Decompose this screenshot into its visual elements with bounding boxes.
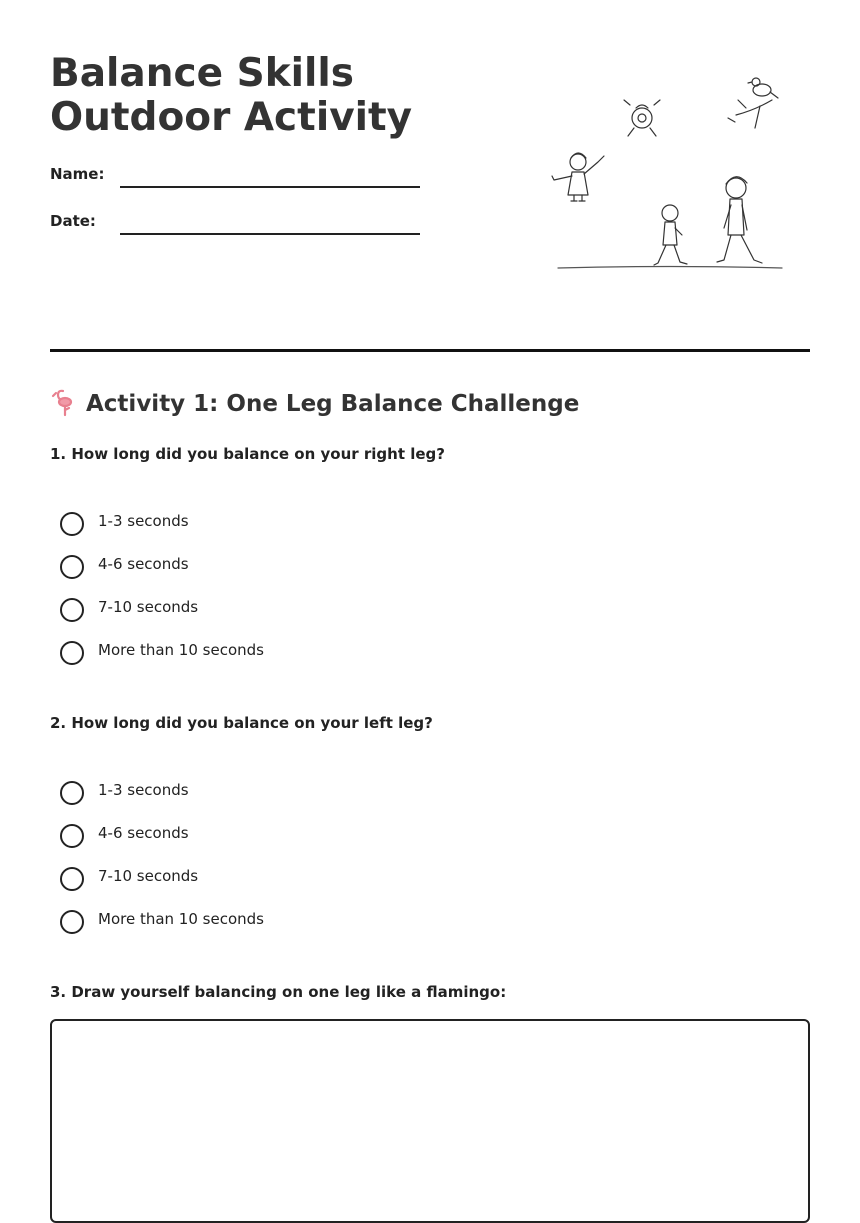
q1-option-4[interactable]	[60, 640, 460, 666]
radio-button[interactable]	[60, 641, 84, 665]
radio-button[interactable]	[60, 555, 84, 579]
q1-option-1[interactable]	[60, 511, 460, 537]
girl-figure	[552, 153, 604, 201]
radio-button[interactable]	[60, 824, 84, 848]
small-child-figure	[654, 205, 687, 265]
activity-heading-text: Activity 1: One Leg Balance Challenge	[86, 391, 580, 417]
flamingo-icon	[50, 387, 80, 417]
radio-button[interactable]	[60, 512, 84, 536]
name-label: Name:	[50, 165, 105, 183]
bird-figure	[728, 78, 778, 128]
option-label: 1-3 seconds	[98, 781, 189, 799]
q2-option-3[interactable]	[60, 866, 460, 892]
question-3: 3. Draw yourself balancing on one leg like a flamingo:	[50, 983, 507, 1001]
worksheet-title: Balance Skills Outdoor Activity	[50, 51, 413, 140]
option-label: More than 10 seconds	[98, 910, 264, 928]
question-2: 2. How long did you balance on your left leg?	[50, 714, 433, 732]
name-input-line[interactable]	[120, 186, 420, 188]
drawing-area[interactable]	[50, 1019, 810, 1223]
q1-option-2[interactable]	[60, 554, 460, 580]
activity-heading	[50, 387, 579, 417]
radio-button[interactable]	[60, 910, 84, 934]
q2-option-2[interactable]	[60, 823, 460, 849]
children-balancing-illustration	[550, 70, 790, 275]
option-label: 4-6 seconds	[98, 824, 189, 842]
question-1: 1. How long did you balance on your right leg?	[50, 445, 445, 463]
option-label: 4-6 seconds	[98, 555, 189, 573]
date-input-line[interactable]	[120, 233, 420, 235]
section-divider	[50, 349, 810, 352]
option-label: 7-10 seconds	[98, 867, 199, 885]
q2-option-4[interactable]	[60, 909, 460, 935]
q2-option-1[interactable]	[60, 780, 460, 806]
name-field	[50, 165, 430, 195]
radio-button[interactable]	[60, 598, 84, 622]
date-label: Date:	[50, 212, 96, 230]
option-label: More than 10 seconds	[98, 641, 264, 659]
radio-button[interactable]	[60, 781, 84, 805]
option-label: 1-3 seconds	[98, 512, 189, 530]
date-field	[50, 212, 430, 242]
older-boy-figure	[717, 177, 762, 263]
q1-option-3[interactable]	[60, 597, 460, 623]
option-label: 7-10 seconds	[98, 598, 199, 616]
monkey-figure	[624, 100, 660, 136]
radio-button[interactable]	[60, 867, 84, 891]
